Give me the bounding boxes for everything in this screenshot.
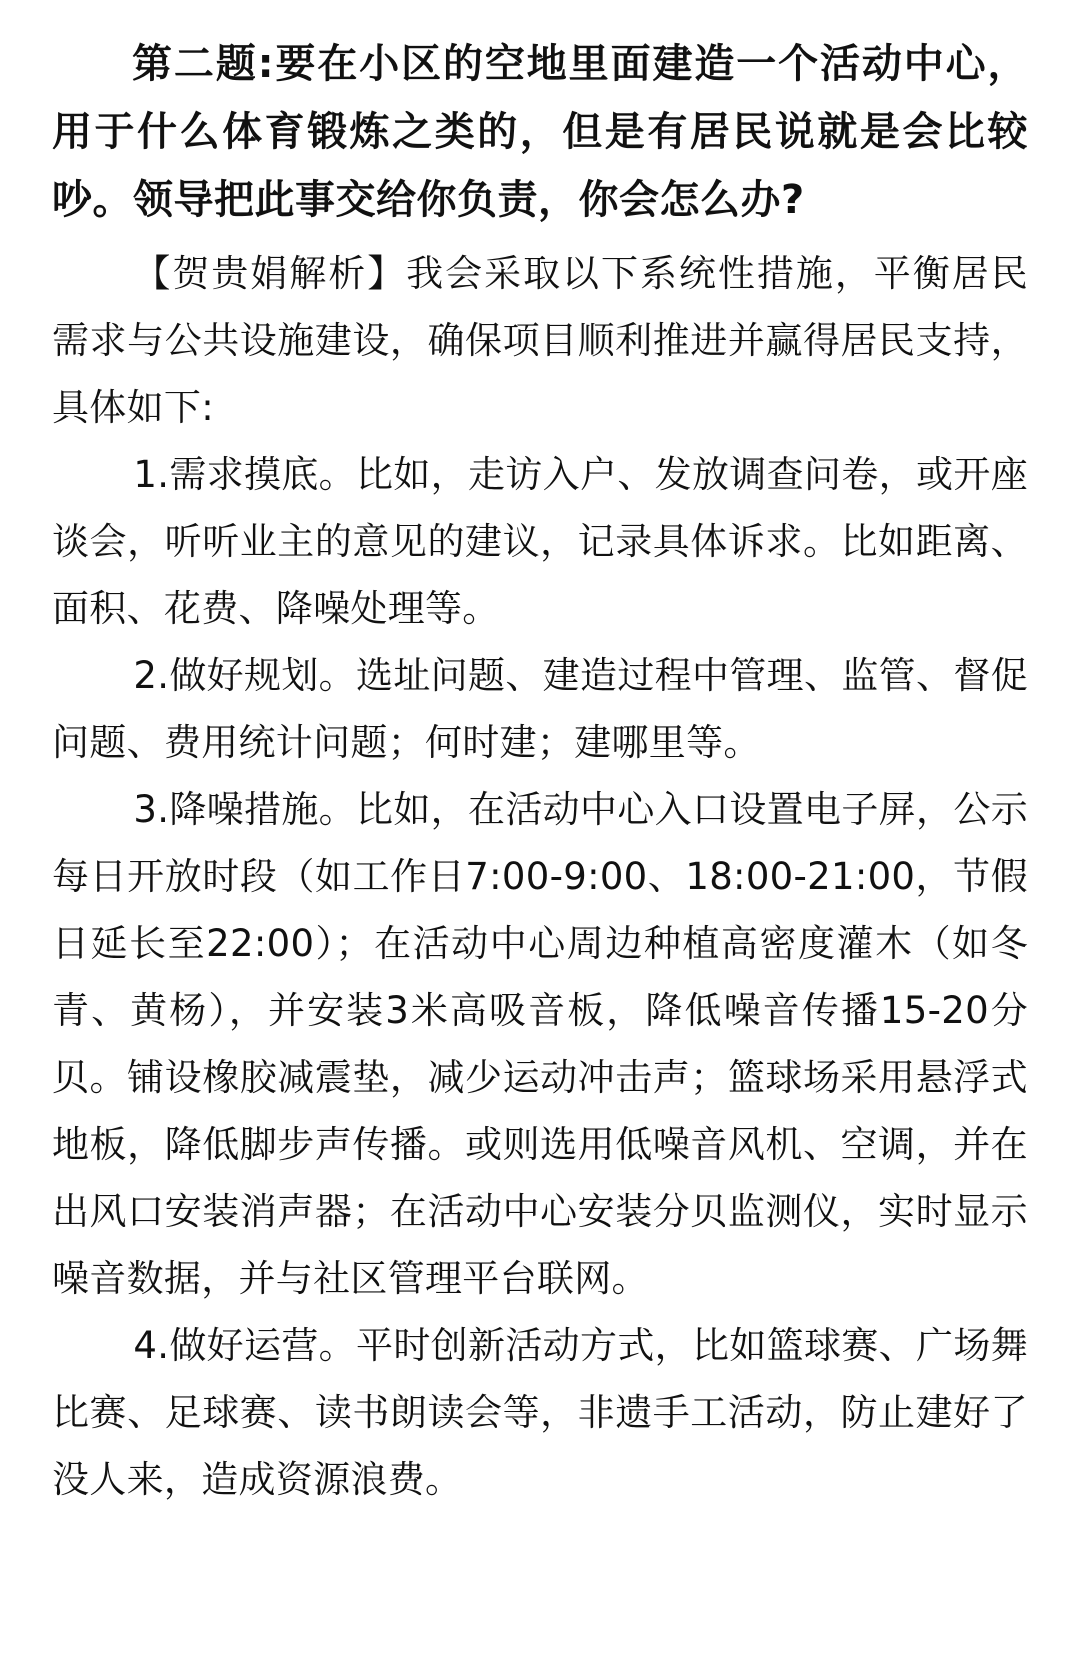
- point-4: 4.做好运营。平时创新活动方式，比如篮球赛、广场舞比赛、足球赛、读书朗读会等，非遗手工活动，防止建好了没人来，造成资源浪费。: [52, 1324, 1028, 1501]
- point-1: 1.需求摸底。比如，走访入户、发放调查问卷，或开座谈会，听听业主的意见的建议，记录具体诉求。比如距离、面积、花费、降噪处理等。: [52, 453, 1028, 630]
- analysis-intro: 【贺贵娟解析】我会采取以下系统性措施，平衡居民需求与公共设施建设，确保项目顺利推进并赢得居民支持，具体如下:: [52, 252, 1028, 429]
- question-text: 第二题:要在小区的空地里面建造一个活动中心，用于什么体育锻炼之类的，但是有居民说就是会比较吵。领导把此事交给你负责，你会怎么办?: [52, 41, 1028, 223]
- point-2: 2.做好规划。选址问题、建造过程中管理、监管、督促问题、费用统计问题；何时建；建哪里等。: [52, 654, 1028, 764]
- document-page: [52, 30, 1028, 1513]
- point-3: 3.降噪措施。比如，在活动中心入口设置电子屏，公示每日开放时段（如工作日7:00-9:00、18:00-21:00，节假日延长至22:00）；在活动中心周边种植高密度灌木（如冬青、黄杨），并安装3米高吸音板，降低噪音传播15-20分贝。铺设橡胶减震垫，减少运动冲击声；篮球场采用悬浮式地板，降低脚步声传播。或则选用低噪音风机、空调，并在出风口安装消声器；在活动中心安装分贝监测仪，实时显示噪音数据，并与社区管理平台联网。: [52, 788, 1028, 1300]
